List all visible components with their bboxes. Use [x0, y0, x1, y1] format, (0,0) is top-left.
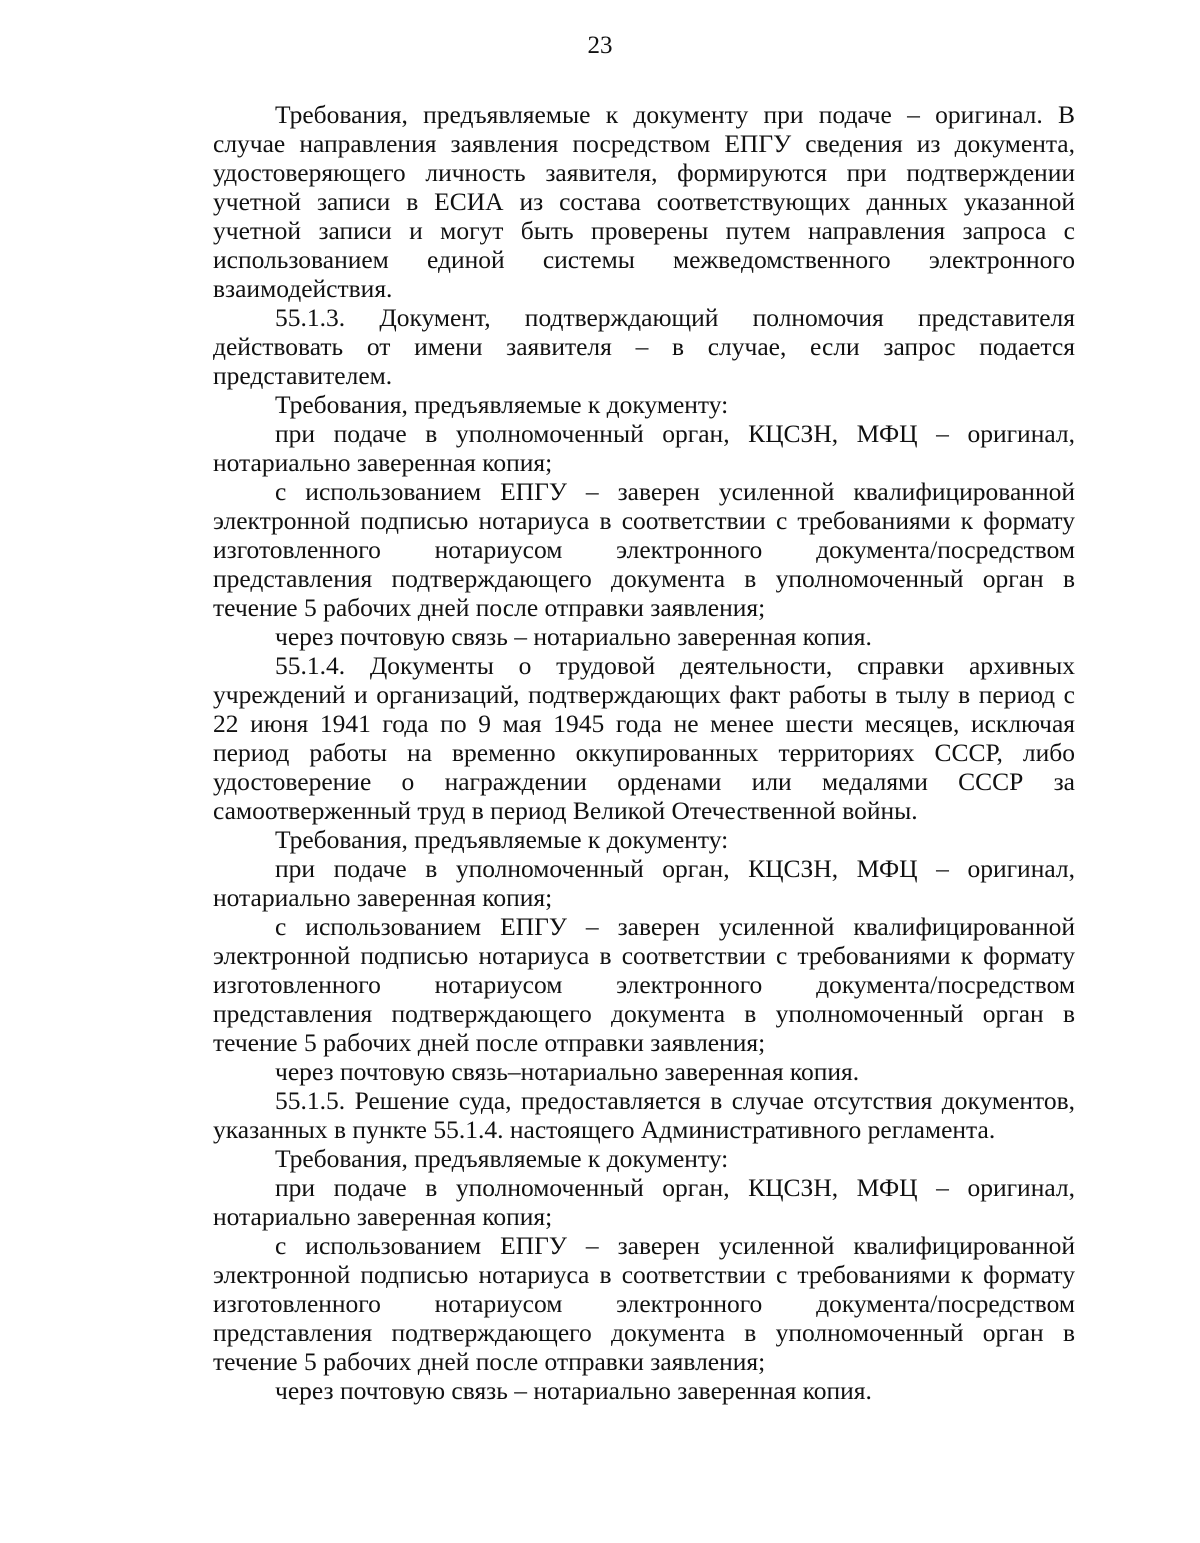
paragraph-requirements-heading: Требования, предъявляемые к документу:: [275, 1144, 729, 1173]
paragraph-requirements-heading: Требования, предъявляемые к документу:: [275, 390, 729, 419]
paragraph-55-1-3: 55.1.3. Документ, подтверждающий полномочия представителя действовать от имени заявителя – в случае, если запрос подается представителем.: [213, 303, 1075, 390]
paragraph-epgu-submission: с использованием ЕПГУ – заверен усиленной квалифицированной электронной подписью нотариуса в соответствии с требованиями к формату изготовленного нотариусом электронного документа/посредством представления подтверждающего документа в уполномоченный орган в течение 5 рабочих дней после отправки заявления;: [213, 1231, 1075, 1376]
paragraph-requirements-identity: Требования, предъявляемые к документу при подаче – оригинал. В случае направления заявления посредством ЕПГУ сведения из документа, удостоверяющего личность заявителя, формируются при подтверждении учетной записи в ЕСИА из состава соответствующих данных указанной учетной записи и могут быть проверены путем направления запроса с использованием единой системы межведомственного электронного взаимодействия.: [213, 100, 1075, 303]
paragraph-epgu-submission: с использованием ЕПГУ – заверен усиленной квалифицированной электронной подписью нотариуса в соответствии с требованиями к формату изготовленного нотариусом электронного документа/посредством представления подтверждающего документа в уполномоченный орган в течение 5 рабочих дней после отправки заявления;: [213, 912, 1075, 1057]
page-number: 23: [587, 32, 613, 59]
paragraph-55-1-5: 55.1.5. Решение суда, предоставляется в случае отсутствия документов, указанных в пункте 55.1.4. настоящего Административного регламента.: [213, 1086, 1075, 1144]
paragraph-in-person-submission: при подаче в уполномоченный орган, КЦСЗН, МФЦ – оригинал, нотариально заверенная копия;: [213, 419, 1075, 477]
paragraph-in-person-submission: при подаче в уполномоченный орган, КЦСЗН, МФЦ – оригинал, нотариально заверенная копия;: [213, 1173, 1075, 1231]
paragraph-epgu-submission: с использованием ЕПГУ – заверен усиленной квалифицированной электронной подписью нотариуса в соответствии с требованиями к формату изготовленного нотариусом электронного документа/посредством представления подтверждающего документа в уполномоченный орган в течение 5 рабочих дней после отправки заявления;: [213, 477, 1075, 622]
paragraph-postal-submission: через почтовую связь–нотариально заверенная копия.: [275, 1057, 860, 1086]
paragraph-55-1-4: 55.1.4. Документы о трудовой деятельности, справки архивных учреждений и организаций, подтверждающих факт работы в тылу в период с 22 июня 1941 года по 9 мая 1945 года не менее шести месяцев, исключая период работы на временно оккупированных территориях СССР, либо удостоверение о награждении орденами или медалями СССР за самоотверженный труд в период Великой Отечественной войны.: [213, 651, 1075, 825]
paragraph-in-person-submission: при подаче в уполномоченный орган, КЦСЗН, МФЦ – оригинал, нотариально заверенная копия;: [213, 854, 1075, 912]
paragraph-requirements-heading: Требования, предъявляемые к документу:: [275, 825, 729, 854]
paragraph-postal-submission: через почтовую связь – нотариально заверенная копия.: [275, 1376, 872, 1405]
document-body: [213, 100, 1075, 1405]
paragraph-postal-submission: через почтовую связь – нотариально заверенная копия.: [275, 622, 872, 651]
